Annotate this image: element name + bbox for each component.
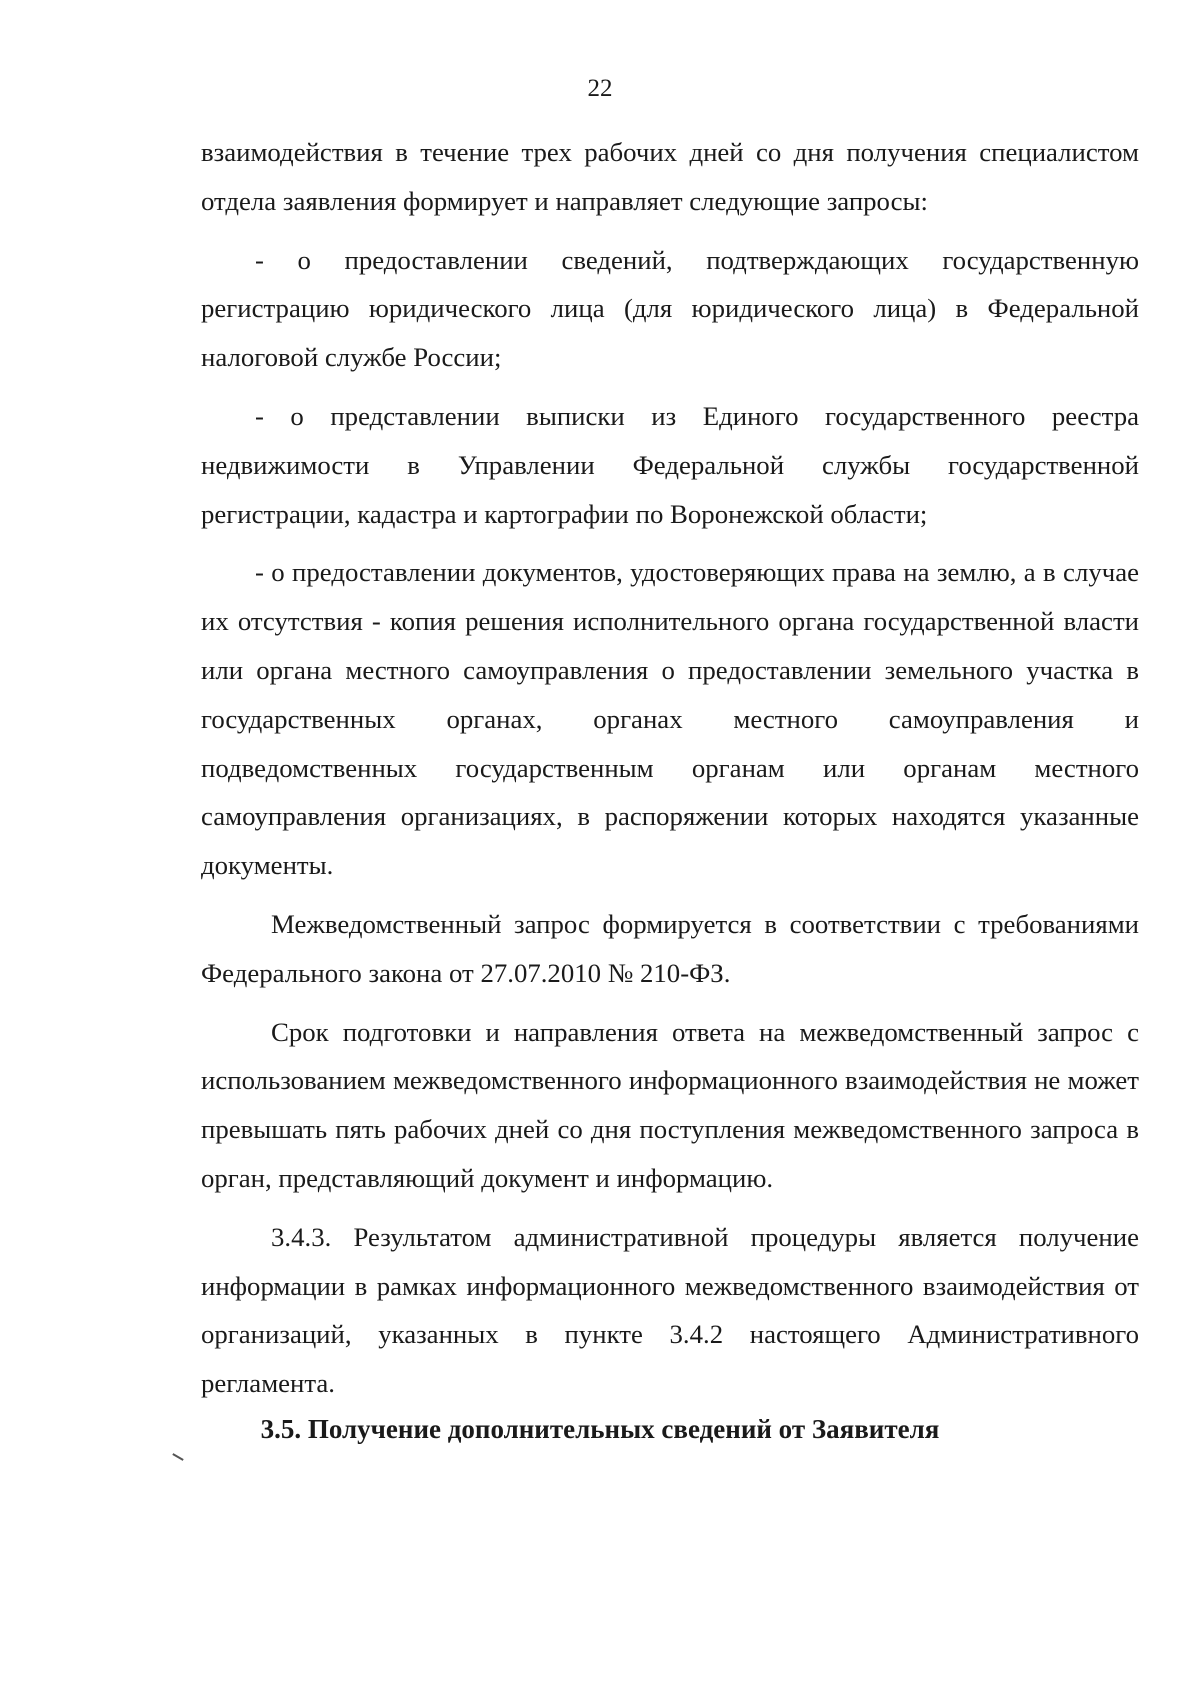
body-text [201,128,1139,1418]
page-number: 22 [587,75,613,102]
paragraph-request-registry-extract: - о представлении выписки из Единого государственного реестра недвижимости в Управлении Федеральной службы государственной регистрации, кадастра и картографии по Воронежской области; [201,400,1139,529]
section-heading: 3.5. Получение дополнительных сведений от Заявителя [260,1414,940,1444]
paragraph-request-land-documents: - о предоставлении документов, удостоверяющих права на землю, а в случае их отсутствия - копия решения исполнительного органа государственной власти или органа местного самоуправления о предоставлении земельного участка в государственных органах, органах местного самоуправления и подведомственных государственным органам или органам местного самоуправления организациях, в распоряжении которых находятся указанные документы. [201,557,1139,881]
paragraph-procedure-result: 3.4.3. Результатом административной процедуры является получение информации в рамках информационного межведомственного взаимодействия от организаций, указанных в пункте 3.4.2 настоящего Административного регламента. [201,1221,1139,1399]
paragraph-intro: взаимодействия в течение трех рабочих дней со дня получения специалистом отдела заявления формирует и направляет следующие запросы: [201,137,1139,216]
paragraph-interagency-request: Межведомственный запрос формируется в соответствии с требованиями Федерального закона от 27.07.2010 № 210-ФЗ. [201,908,1139,988]
paragraph-response-deadline: Срок подготовки и направления ответа на межведомственный запрос с использованием межведомственного информационного взаимодействия не может превышать пять рабочих дней со дня поступления межведомственного запроса в орган, представляющий документ и информацию. [201,1016,1139,1193]
scan-artifact [172,1453,183,1461]
paragraph-request-registration: - о предоставлении сведений, подтверждающих государственную регистрацию юридического лица (для юридического лица) в Федеральной налоговой службе России; [201,244,1139,373]
